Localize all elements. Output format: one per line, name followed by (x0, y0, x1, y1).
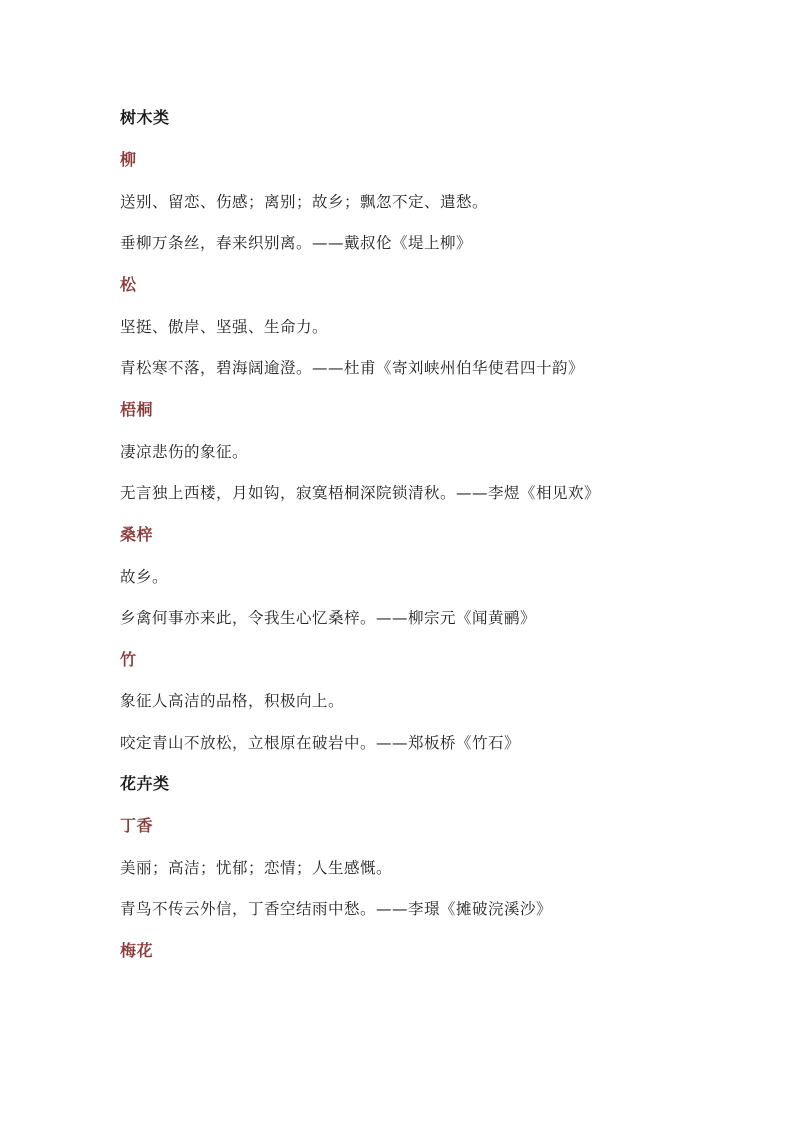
category-heading-trees: 树木类 (120, 108, 170, 127)
example-parasol: 无言独上西楼，月如钩，寂寞梧桐深院锁清秋。——李煜《相见欢》 (120, 484, 601, 502)
meaning-parasol: 凄凉悲伤的象征。 (120, 443, 249, 461)
meaning-bamboo: 象征人高洁的品格，积极向上。 (120, 692, 345, 710)
meaning-pine: 坚挺、傲岸、坚强、生命力。 (120, 318, 329, 336)
example-willow: 垂柳万条丝，春来织别离。——戴叔伦《堤上柳》 (120, 234, 473, 252)
example-mulberry: 乡禽何事亦来此，令我生心忆桑梓。——柳宗元《闻黄鹂》 (120, 609, 537, 627)
category-heading-flowers: 花卉类 (120, 774, 170, 793)
term-mulberry: 桑梓 (120, 525, 154, 544)
term-plum-blossom: 梅花 (120, 941, 154, 960)
meaning-lilac: 美丽；高洁；忧郁；恋情；人生感慨。 (120, 859, 393, 877)
term-pine: 松 (120, 275, 137, 294)
example-lilac: 青鸟不传云外信，丁香空结雨中愁。——李璟《摊破浣溪沙》 (120, 900, 553, 918)
term-lilac: 丁香 (120, 816, 154, 835)
example-bamboo: 咬定青山不放松，立根原在破岩中。——郑板桥《竹石》 (120, 734, 521, 752)
example-pine: 青松寒不落，碧海阔逾澄。——杜甫《寄刘峡州伯华使君四十韵》 (120, 359, 585, 377)
term-bamboo: 竹 (120, 650, 137, 669)
term-parasol: 梧桐 (120, 400, 154, 419)
meaning-mulberry: 故乡。 (120, 568, 169, 586)
meaning-willow: 送别、留恋、伤感；离别；故乡；飘忽不定、遣愁。 (120, 193, 489, 211)
term-willow: 柳 (120, 150, 137, 169)
